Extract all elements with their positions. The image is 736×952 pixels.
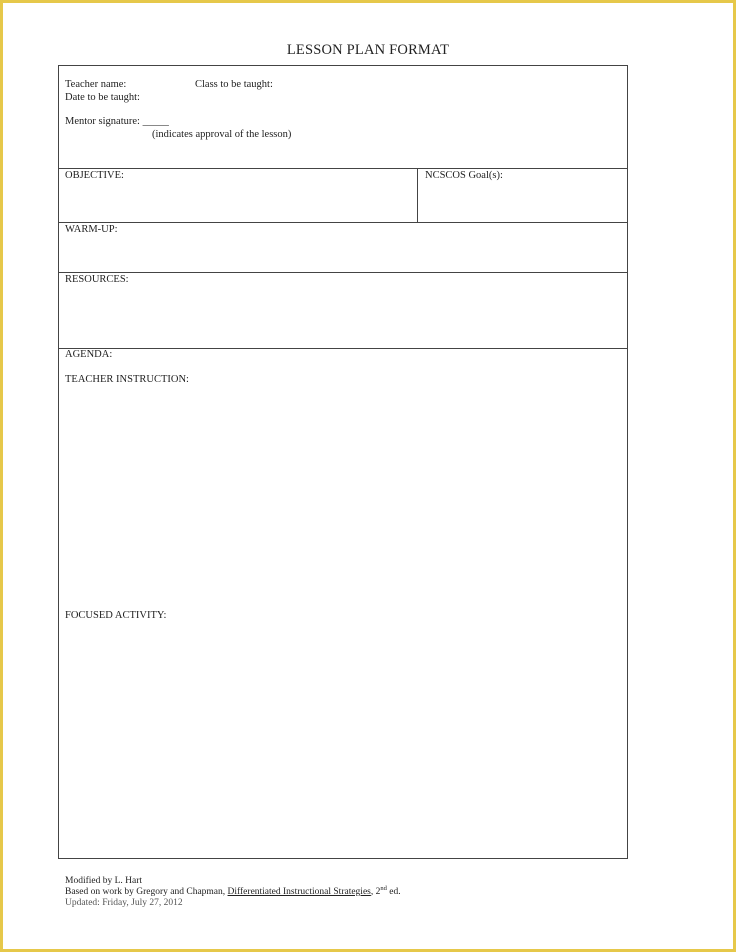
footer-edition-suffix: nd <box>380 885 387 892</box>
footer-based-on-prefix: Based on work by Gregory and Chapman, <box>65 887 228 897</box>
footer-updated: Updated: Friday, July 27, 2012 <box>65 898 183 908</box>
footer-edition-end: ed. <box>386 887 401 897</box>
teacher-instruction-label: TEACHER INSTRUCTION: <box>65 374 189 385</box>
warm-up-label: WARM-UP: <box>65 224 118 235</box>
footer-book-title: Differentiated Instructional Strategies <box>227 887 371 897</box>
agenda-label: AGENDA: <box>65 349 113 360</box>
lesson-plan-form <box>58 65 628 859</box>
footer-modified-by: Modified by L. Hart <box>65 876 143 886</box>
objective-divider <box>58 222 628 223</box>
focused-activity-label: FOCUSED ACTIVITY: <box>65 610 167 621</box>
footer-edition-number: , 2 <box>370 887 381 897</box>
date-label: Date to be taught: <box>65 92 140 103</box>
objective-column-divider <box>417 168 418 222</box>
document-title: LESSON PLAN FORMAT <box>286 42 450 58</box>
warm-up-divider <box>58 272 628 273</box>
mentor-signature-label: Mentor signature: _____ <box>65 116 169 127</box>
footer-based-on <box>65 887 401 898</box>
resources-divider <box>58 348 628 349</box>
objective-label: OBJECTIVE: <box>65 170 124 181</box>
header-divider <box>58 168 628 169</box>
ncscos-goals-label: NCSCOS Goal(s): <box>425 170 503 181</box>
class-label: Class to be taught: <box>195 79 273 90</box>
approval-note: (indicates approval of the lesson) <box>152 129 292 140</box>
resources-label: RESOURCES: <box>65 274 129 285</box>
teacher-name-label: Teacher name: <box>65 79 127 90</box>
